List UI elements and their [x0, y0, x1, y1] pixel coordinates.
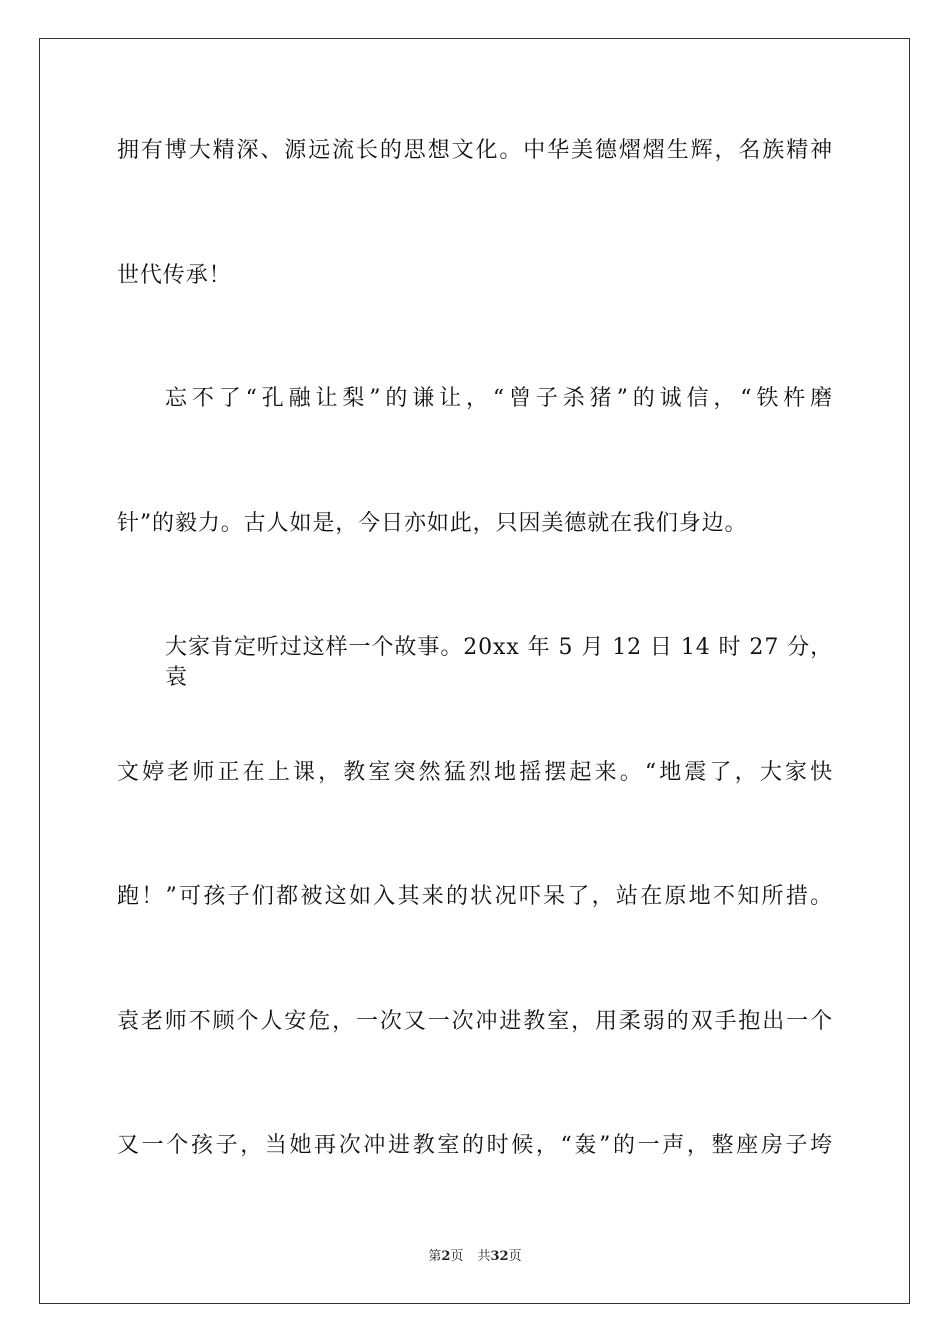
text-line-4: 针”的毅力。古人如是，今日亦如此，只因美德就在我们身边。 [117, 511, 748, 536]
total-suffix: 页 [508, 1249, 522, 1264]
text-line-5: 大家肯定听过这样一个故事。20xx 年 5 月 12 日 14 时 27 分，袁 [165, 635, 833, 690]
page-prefix: 第 [428, 1249, 442, 1264]
page-footer [0, 1248, 950, 1266]
total-prefix: 共 [477, 1249, 491, 1264]
text-line-6: 文婷老师正在上课，教室突然猛烈地摇摆起来。“地震了，大家快 [117, 760, 833, 785]
page-suffix: 页 [450, 1249, 464, 1264]
text-line-3: 忘不了“孔融让梨”的谦让，“曾子杀猪”的诚信，“铁杵磨 [165, 386, 833, 411]
text-line-1: 拥有博大精深、源远流长的思想文化。中华美德熠熠生辉，名族精神 [117, 138, 833, 163]
text-line-2: 世代传承！ [117, 263, 232, 288]
text-line-8: 袁老师不顾个人安危，一次又一次冲进教室，用柔弱的双手抱出一个 [117, 1009, 833, 1034]
text-line-7: 跑！”可孩子们都被这如入其来的状况吓呆了，站在原地不知所措。 [117, 884, 833, 909]
page-number: 2 [441, 1249, 451, 1264]
text-line-9: 又一个孩子，当她再次冲进教室的时候，“轰”的一声，整座房子垮 [117, 1133, 833, 1158]
total-pages: 32 [490, 1249, 509, 1264]
